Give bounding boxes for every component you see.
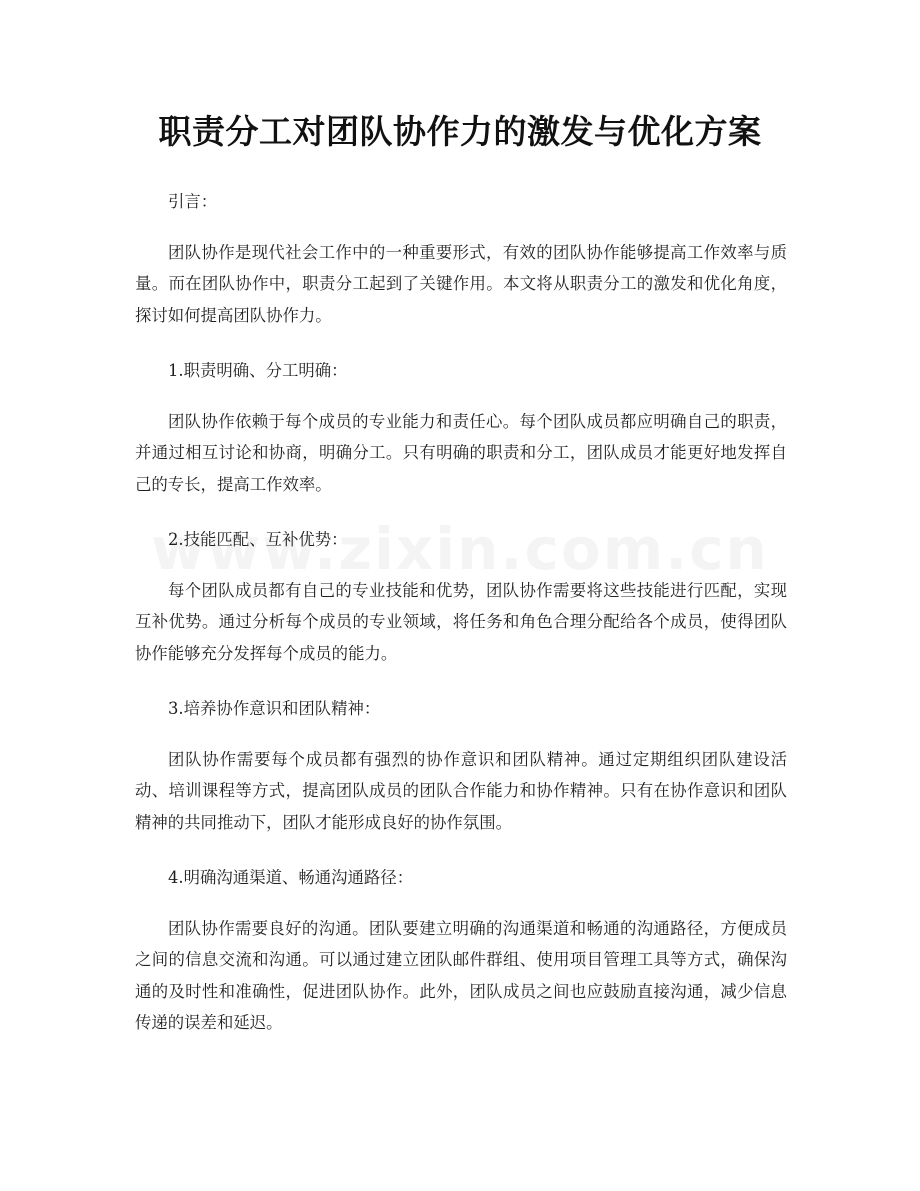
section-paragraph-2: 每个团队成员都有自己的专业技能和优势，团队协作需要将这些技能进行匹配，实现互补优势。通过分析每个成员的专业领域，将任务和角色合理分配给各个成员，使得团队协作能够充分发挥每个成员的能力。 bbox=[135, 580, 787, 663]
section-paragraph-4: 团队协作需要良好的沟通。团队要建立明确的沟通渠道和畅通的沟通路径，方便成员之间的信息交流和沟通。可以通过建立团队邮件群组、使用项目管理工具等方式，确保沟通的及时性和准确性，促进团队协作。此外，团队成员之间也应鼓励直接沟通，减少信息传递的误差和延迟。 bbox=[135, 918, 787, 1032]
document-body bbox=[135, 186, 787, 1063]
section-heading-2: 2.技能匹配、互补优势： bbox=[168, 530, 348, 549]
section-heading-4: 4.明确沟通渠道、畅通沟通路径： bbox=[168, 868, 414, 887]
document-title: 职责分工对团队协作力的激发与优化方案 bbox=[158, 112, 762, 151]
section-paragraph-1: 团队协作依赖于每个成员的专业能力和责任心。每个团队成员都应明确自己的职责，并通过相互讨论和协商，明确分工。只有明确的职责和分工，团队成员才能更好地发挥自己的专长，提高工作效率。 bbox=[135, 411, 787, 494]
section-heading-1: 1.职责明确、分工明确： bbox=[168, 361, 348, 380]
section-heading-3: 3.培养协作意识和团队精神： bbox=[168, 699, 381, 718]
section-paragraph-3: 团队协作需要每个成员都有强烈的协作意识和团队精神。通过定期组织团队建设活动、培训课程等方式，提高团队成员的团队合作能力和协作精神。只有在协作意识和团队精神的共同推动下，团队才能形成良好的协作氛围。 bbox=[135, 749, 787, 832]
intro-label: 引言： bbox=[168, 192, 218, 211]
intro-paragraph: 团队协作是现代社会工作中的一种重要形式，有效的团队协作能够提高工作效率与质量。而在团队协作中，职责分工起到了关键作用。本文将从职责分工的激发和优化角度，探讨如何提高团队协作力。 bbox=[135, 242, 787, 325]
